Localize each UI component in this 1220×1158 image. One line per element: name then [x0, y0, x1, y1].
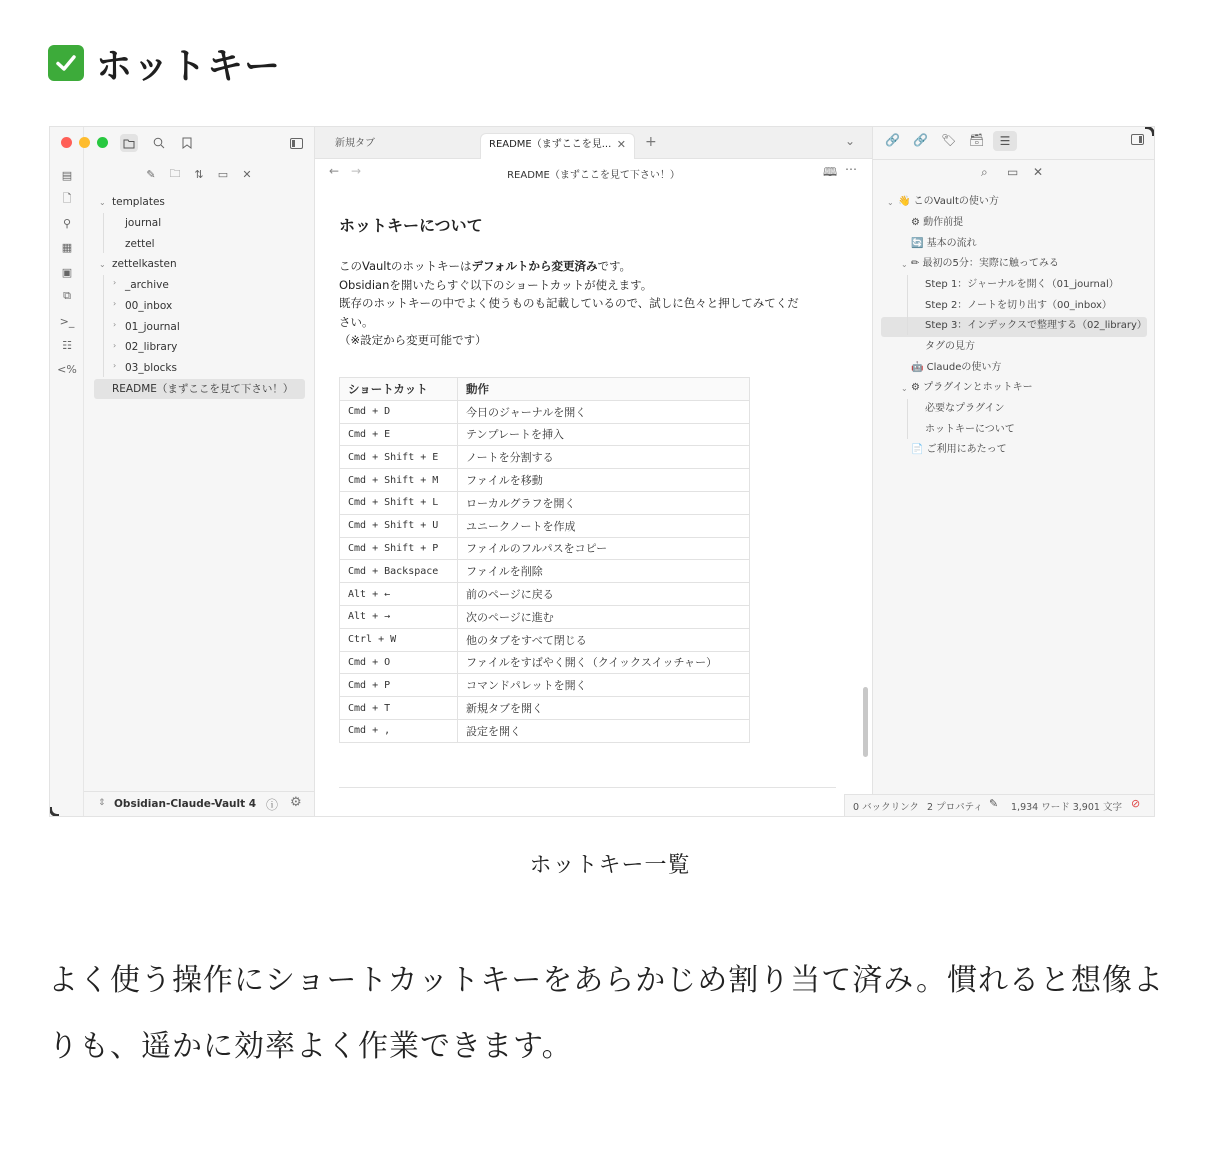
chevron-updown-icon: ⇕ [98, 798, 106, 808]
table-row [340, 514, 750, 537]
shortcut-cell: Cmd + T [340, 697, 458, 720]
shortcut-cell: Cmd + Backspace [340, 560, 458, 583]
minimize-window-button[interactable] [79, 137, 90, 148]
sidebar-toggle-icon[interactable] [287, 134, 305, 152]
chevron-right-icon: › [113, 341, 117, 350]
note-intro [339, 257, 859, 350]
forward-arrow-icon[interactable]: → [351, 164, 362, 178]
view-header [315, 159, 872, 187]
intro-text-2: Obsidianを開いたらすぐ以下のショートカットが使えます。 [339, 277, 653, 292]
close-tab-icon[interactable]: ✕ [616, 138, 626, 151]
new-folder-icon[interactable]: 🗀 [169, 166, 181, 180]
chevron-right-icon: › [113, 320, 117, 329]
list-icon[interactable]: ☷ [62, 338, 72, 352]
outline-item[interactable]: ✏ 最初の5分：実際に触ってみる [911, 258, 1059, 269]
close-window-button[interactable] [61, 137, 72, 148]
new-note-icon[interactable]: ✎ [146, 167, 156, 181]
maximize-window-button[interactable] [97, 137, 108, 148]
table-row [340, 719, 750, 742]
view-title: README（まずここを見て下さい！） [507, 170, 680, 181]
action-cell: 他のタブをすべて閉じる [458, 628, 750, 651]
shortcut-cell: Alt + → [340, 605, 458, 628]
calendar-icon[interactable]: ▣ [61, 265, 73, 279]
header-action: 動作 [458, 378, 750, 401]
action-cell: ローカルグラフを開く [458, 491, 750, 514]
outline-item[interactable]: 🔄 基本の流れ [911, 238, 977, 249]
figure-caption: ホットキー一覧 [529, 853, 691, 878]
file-explorer-panel [84, 127, 315, 817]
table-row [340, 423, 750, 446]
template-icon[interactable]: <% [57, 362, 77, 376]
outline-item[interactable]: ホットキーについて [925, 424, 1015, 435]
outline-item[interactable]: 📄 ご利用にあたって [911, 444, 1007, 455]
shortcut-cell: Cmd + Shift + L [340, 491, 458, 514]
action-cell: 今日のジャーナルを開く [458, 400, 750, 423]
action-cell: コマンドパレットを開く [458, 674, 750, 697]
action-cell: ファイルのフルパスをコピー [458, 537, 750, 560]
outline-item[interactable]: ⚙ 動作前提 [911, 217, 964, 228]
table-row [340, 697, 750, 720]
table-row [340, 651, 750, 674]
action-cell: 設定を開く [458, 719, 750, 742]
tree-folder-zettel[interactable]: zettel [125, 238, 155, 250]
outline-item[interactable]: Step 3：インデックスで整理する（02_library） [925, 320, 1147, 331]
action-cell: 前のページに戻る [458, 583, 750, 606]
bookmark-icon[interactable] [178, 134, 196, 152]
outline-item[interactable]: Step 1：ジャーナルを開く（01_journal） [925, 279, 1119, 290]
sort-icon[interactable]: ⇅ [194, 167, 204, 181]
shortcut-cell: Cmd + Shift + U [340, 514, 458, 537]
tree-file-readme[interactable]: README（まずここを見て下さい！） [112, 383, 294, 395]
reading-view-icon[interactable]: 🕮 [823, 165, 838, 179]
backlinks-count[interactable]: 0 バックリンク [853, 802, 919, 813]
check-mark-icon [48, 45, 84, 81]
action-cell: ファイルを削除 [458, 560, 750, 583]
daily-note-icon[interactable]: ▤ [61, 168, 73, 182]
terminal-icon[interactable]: >_ [59, 314, 75, 328]
header-shortcut: ショートカット [340, 378, 458, 401]
action-cell: ファイルを移動 [458, 469, 750, 492]
tab-readme[interactable] [480, 133, 635, 159]
search-icon[interactable] [150, 134, 168, 152]
app-screenshot [49, 126, 1155, 817]
more-options-icon[interactable]: ⋯ [845, 162, 857, 176]
table-row [340, 491, 750, 514]
tree-folder-blocks[interactable]: 03_blocks [125, 362, 177, 374]
table-row [340, 674, 750, 697]
outgoing-link-icon[interactable]: 🔗 [913, 133, 928, 147]
chevron-right-icon: › [113, 361, 117, 370]
tree-folder-journal[interactable]: journal [125, 217, 162, 229]
tree-folder-journal-01[interactable]: 01_journal [125, 321, 180, 333]
action-cell: 新規タブを開く [458, 697, 750, 720]
outline-item[interactable]: Step 2：ノートを切り出す（00_inbox） [925, 300, 1112, 311]
shortcut-cell: Cmd + Shift + M [340, 469, 458, 492]
outline-item[interactable]: 👋 このVaultの使い方 [898, 196, 999, 207]
graph-icon[interactable]: ⚲ [62, 216, 72, 230]
new-tab-plus-icon[interactable]: + [645, 134, 657, 150]
file-icon[interactable]: 🗋 [62, 191, 72, 205]
note-content [315, 187, 872, 817]
shortcut-cell: Cmd + P [340, 674, 458, 697]
chevron-down-icon: ⌄ [99, 260, 106, 269]
vault-switcher[interactable] [84, 791, 315, 817]
outline-item[interactable]: 🤖 Claudeの使い方 [911, 362, 1002, 373]
heading-text: ホットキー [96, 45, 282, 87]
tag-icon[interactable]: 🏷 [941, 133, 957, 147]
tab-new[interactable] [327, 133, 467, 159]
intro-text-1b: です。 [597, 259, 632, 273]
action-cell: ノートを分割する [458, 446, 750, 469]
outline-item[interactable]: 必要なプラグイン [925, 403, 1005, 414]
table-row [340, 469, 750, 492]
action-cell: ユニークノートを作成 [458, 514, 750, 537]
tab-readme-label: README（まずここを見... [489, 139, 612, 150]
tree-folder-templates[interactable]: templates [112, 196, 165, 208]
body-paragraph: よく使う操作にショートカットキーをあらかじめ割り当て済み。慣れると想像よりも、遥かに効率よく作業できます。 [48, 963, 1164, 1064]
table-row [340, 537, 750, 560]
sync-off-icon[interactable]: ⊘ [1131, 797, 1141, 810]
right-sidebar-toggle-icon[interactable] [1131, 134, 1144, 148]
hotkey-table [339, 377, 750, 743]
chevron-down-icon: ⌄ [99, 198, 106, 207]
tab-list-chevron-icon[interactable]: ⌄ [845, 134, 856, 148]
outline-item[interactable]: タグの見方 [925, 341, 975, 352]
shortcut-cell: Cmd + Shift + E [340, 446, 458, 469]
outline-icon[interactable]: ☰ [993, 131, 1017, 151]
folder-icon[interactable] [120, 134, 138, 152]
properties-count[interactable]: 2 プロパティ [927, 802, 983, 813]
action-cell: ファイルをすばやく開く（クイックスイッチャー） [458, 651, 750, 674]
shortcut-cell: Cmd + O [340, 651, 458, 674]
intro-text-3: 既存のホットキーの中でよく使うものも記載しているので、試しに色々と押してみてくだ [339, 296, 799, 310]
table-row [340, 400, 750, 423]
archive-icon[interactable]: 🗃 [969, 133, 985, 147]
search-outline-icon[interactable]: ⌕ [981, 165, 988, 179]
table-row [340, 446, 750, 469]
section-heading [48, 38, 281, 88]
table-row [340, 628, 750, 651]
close-all-icon[interactable]: ✕ [242, 167, 252, 181]
left-topbar [50, 127, 315, 181]
shortcut-cell: Cmd + , [340, 719, 458, 742]
tree-folder-archive[interactable]: _archive [125, 279, 169, 291]
intro-text-4: （※設定から変更可能です） [339, 333, 487, 347]
canvas-icon[interactable]: ▦ [61, 240, 73, 254]
note-heading: ホットキーについて [339, 216, 483, 235]
scrollbar-thumb[interactable] [863, 687, 868, 757]
tree-folder-library[interactable]: 02_library [125, 341, 178, 353]
vault-name: Obsidian-Claude-Vault 4 [114, 798, 257, 810]
shortcut-cell: Cmd + Shift + P [340, 537, 458, 560]
chevron-down-icon: ⌄ [901, 384, 908, 393]
link-icon[interactable]: 🔗 [885, 133, 900, 147]
divider [339, 787, 836, 788]
table-row [340, 605, 750, 628]
copy-icon[interactable]: ⧉ [63, 289, 71, 302]
tree-folder-zettelkasten[interactable]: zettelkasten [112, 258, 177, 270]
shortcut-cell: Cmd + E [340, 423, 458, 446]
action-cell: テンプレートを挿入 [458, 423, 750, 446]
edit-pencil-icon[interactable]: ✎ [989, 797, 999, 810]
status-bar [844, 794, 1154, 816]
table-row [340, 583, 750, 606]
action-cell: 次のページに進む [458, 605, 750, 628]
outline-item[interactable]: ⚙ プラグインとホットキー [911, 382, 1033, 393]
help-icon[interactable]: ⓘ [266, 798, 279, 812]
shortcut-cell: Ctrl + W [340, 628, 458, 651]
chevron-down-icon: ⌄ [901, 260, 908, 269]
collapse-icon[interactable]: ▭ [217, 167, 229, 181]
intro-bold: デフォルトから変更済み [471, 259, 598, 273]
tab-new-label: 新規タブ [335, 138, 375, 149]
back-arrow-icon[interactable]: ← [329, 164, 340, 178]
collapse-outline-icon[interactable]: ▭ [1007, 165, 1019, 179]
table-row [340, 560, 750, 583]
intro-text-3b: さい。 [339, 314, 374, 329]
shortcut-cell: Alt + ← [340, 583, 458, 606]
chevron-right-icon: › [113, 299, 117, 308]
gear-icon[interactable]: ⚙ [290, 795, 302, 810]
word-char-count: 1,934 ワード 3,901 文字 [1011, 802, 1122, 813]
table-header-row [340, 378, 750, 401]
close-outline-icon[interactable]: ✕ [1033, 165, 1044, 179]
tree-folder-inbox[interactable]: 00_inbox [125, 300, 173, 312]
chevron-right-icon: › [113, 278, 117, 287]
tab-bar [315, 127, 872, 159]
chevron-down-icon: ⌄ [887, 198, 894, 207]
left-ribbon [50, 127, 84, 817]
intro-text-1: このVaultのホットキーは [339, 259, 472, 273]
shortcut-cell: Cmd + D [340, 400, 458, 423]
